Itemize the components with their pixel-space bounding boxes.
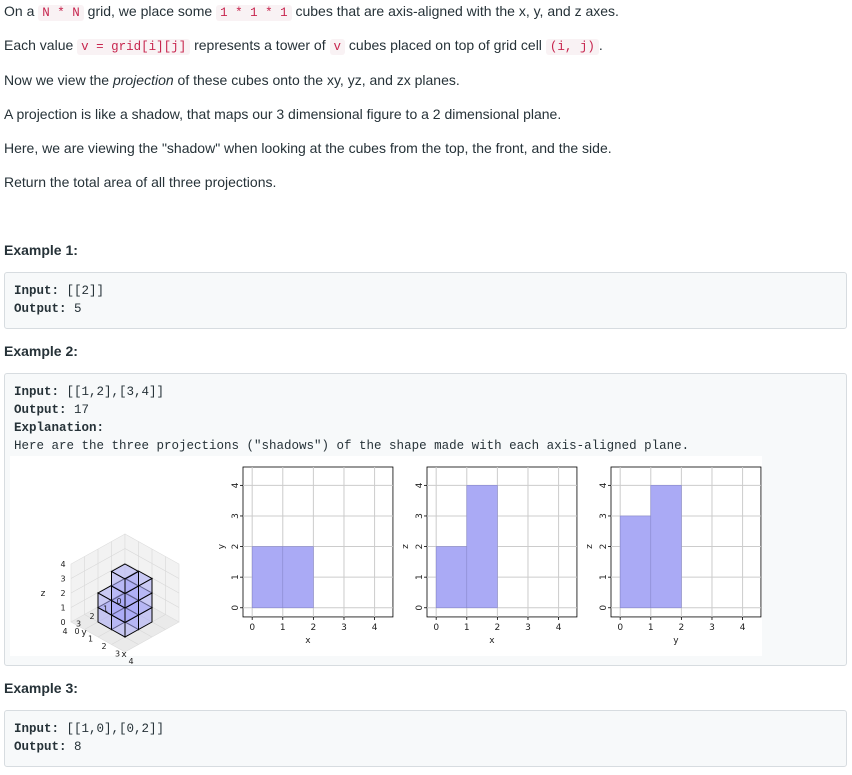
x-tick-label: 0	[74, 627, 80, 636]
input-label: Input:	[14, 284, 60, 298]
z-axis-label: z	[40, 589, 46, 599]
output-value: 8	[66, 740, 82, 754]
example-2-title: Example 2:	[4, 343, 78, 359]
inline-code: (i, j)	[546, 39, 599, 55]
y-tick-label: 2	[599, 543, 609, 550]
y-tick-label: 2	[89, 612, 95, 621]
text: On a	[4, 3, 39, 19]
x-axis-label: x	[489, 635, 495, 646]
intro-paragraph-4: A projection is like a shadow, that maps our 3 dimensional figure to a 2 dimensional plane.	[4, 106, 562, 122]
y-tick-label: 3	[599, 513, 609, 519]
x-tick-label: 3	[114, 649, 121, 659]
projection-bar	[252, 547, 283, 608]
input-value: [[1,2],[3,4]]	[59, 385, 165, 399]
text: cubes that are axis-aligned with the x, y, and z axes.	[291, 3, 619, 19]
x-tick-label: 1	[463, 622, 470, 633]
inline-code: v = grid[i][j]	[77, 39, 190, 55]
projection-bar	[283, 547, 314, 608]
projections-figure-svg	[10, 456, 762, 666]
projection-panel-2	[424, 467, 577, 620]
x-tick-label: 2	[101, 642, 107, 651]
intro-paragraph-3	[4, 72, 460, 88]
intro-paragraph-2	[4, 37, 603, 54]
x-axis-label: x	[121, 650, 127, 660]
projection-panel-1	[240, 467, 393, 620]
inline-code: v	[330, 39, 346, 55]
example-1-code-block	[4, 272, 847, 329]
y-tick-label: 1	[599, 574, 609, 581]
z-tick-label: 0	[60, 618, 66, 627]
text: cubes placed on top of grid cell	[345, 37, 546, 53]
y-tick-label: 2	[231, 543, 241, 550]
x-tick-label: 2	[494, 622, 501, 633]
input-value: [[2]]	[59, 284, 105, 298]
output-value: 17	[66, 403, 90, 417]
y-tick-label: 4	[62, 627, 68, 636]
y-tick-label: 1	[102, 604, 109, 614]
output-label: Output:	[14, 403, 67, 417]
x-tick-label: 0	[617, 622, 624, 633]
x-axis-label: y	[673, 635, 679, 646]
text: of these cubes onto the xy, yz, and zx planes.	[173, 72, 460, 88]
intro-paragraph-5: Here, we are viewing the "shadow" when looking at the cubes from the top, the front, and the side.	[4, 140, 612, 156]
y-axis-label: y	[81, 628, 87, 638]
output-value: 5	[66, 302, 82, 316]
x-tick-label: 4	[739, 622, 746, 633]
x-tick-label: 2	[678, 622, 685, 633]
y-tick-label: 3	[75, 619, 82, 629]
y-axis-label: z	[401, 544, 411, 549]
y-axis-label: z	[585, 544, 595, 549]
output-label: Output:	[14, 740, 67, 754]
example-3-title: Example 3:	[4, 680, 78, 696]
projection-bar	[620, 516, 651, 608]
x-tick-label: 3	[341, 622, 347, 633]
intro-paragraph-6: Return the total area of all three projections.	[4, 174, 277, 190]
explanation-text: Here are the three projections ("shadows") of the shape made with each axis-aligned plane.	[14, 439, 690, 453]
y-tick-label: 0	[599, 604, 609, 611]
text: .	[598, 37, 603, 53]
z-tick-label: 2	[60, 589, 66, 598]
example-3-code-block	[4, 710, 847, 767]
y-tick-label: 4	[231, 482, 241, 489]
input-label: Input:	[14, 385, 60, 399]
text: Each value	[4, 37, 78, 53]
x-axis-label: x	[305, 635, 311, 646]
x-tick-label: 4	[555, 622, 562, 633]
x-tick-label: 1	[647, 622, 654, 633]
inline-code: 1 * 1 * 1	[216, 5, 292, 21]
x-tick-label: 4	[128, 657, 134, 666]
input-value: [[1,0],[0,2]]	[59, 722, 165, 736]
projection-bar	[436, 547, 467, 608]
y-tick-label: 2	[415, 543, 425, 550]
output-label: Output:	[14, 302, 67, 316]
x-tick-label: 0	[433, 622, 440, 633]
z-tick-label: 1	[60, 603, 66, 613]
projection-bar	[467, 485, 498, 607]
text: grid, we place some	[83, 3, 217, 19]
explanation-label: Explanation:	[14, 421, 105, 435]
x-tick-label: 3	[525, 622, 531, 633]
x-tick-label: 4	[371, 622, 378, 633]
y-tick-label: 4	[599, 482, 609, 489]
y-tick-label: 0	[415, 604, 425, 611]
y-tick-label: 3	[415, 513, 425, 519]
y-tick-label: 0	[231, 604, 241, 611]
y-axis-label: y	[217, 543, 227, 550]
x-tick-label: 0	[249, 622, 256, 633]
projection-bar	[651, 485, 682, 607]
y-tick-label: 0	[116, 597, 122, 606]
y-tick-label: 4	[415, 482, 425, 489]
x-tick-label: 1	[279, 622, 286, 633]
y-tick-label: 3	[231, 513, 241, 519]
projection-panel-3	[608, 467, 761, 620]
example-1-title: Example 1:	[4, 242, 78, 258]
x-tick-label: 3	[709, 622, 715, 633]
emphasis: projection	[112, 72, 174, 88]
input-label: Input:	[14, 722, 60, 736]
x-tick-label: 2	[310, 622, 317, 633]
intro-paragraph-1	[4, 3, 619, 20]
projections-figure	[10, 456, 762, 666]
z-tick-label: 3	[60, 574, 66, 584]
y-tick-label: 1	[415, 574, 425, 581]
text: represents a tower of	[190, 37, 330, 53]
inline-code: N * N	[38, 5, 84, 21]
z-tick-label: 4	[60, 560, 66, 569]
x-tick-label: 1	[87, 634, 94, 644]
y-tick-label: 1	[231, 574, 241, 581]
text: Now we view the	[4, 72, 113, 88]
